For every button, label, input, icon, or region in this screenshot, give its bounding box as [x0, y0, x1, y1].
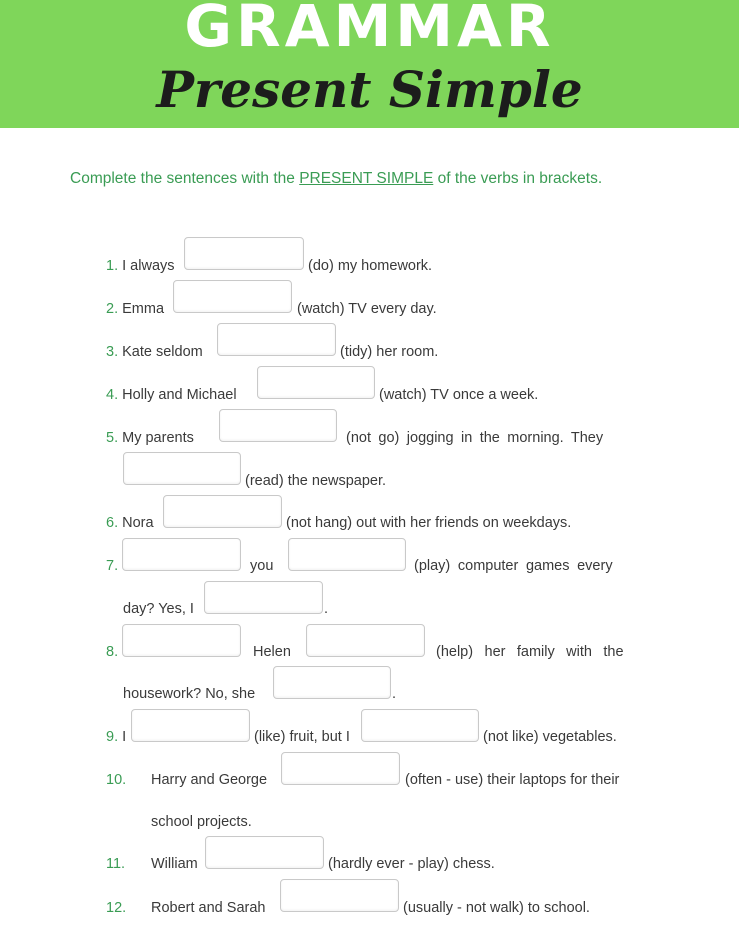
- sentence-12-number: [106, 898, 126, 918]
- sentence-text: I always: [122, 258, 175, 274]
- answer-box-7c[interactable]: [204, 581, 323, 614]
- answer-box-2[interactable]: [173, 280, 292, 313]
- answer-box-8a[interactable]: [122, 624, 241, 657]
- worksheet-subtitle: Present Simple: [156, 60, 583, 119]
- sentence-text: Emma: [122, 301, 165, 317]
- sentence-text: (not like) vegetables.: [483, 729, 617, 745]
- sentence-text: (do) my homework.: [308, 258, 433, 274]
- sentence-text: Robert and Sarah: [151, 900, 266, 916]
- answer-box-11[interactable]: [205, 836, 324, 869]
- sentence-number: 4.: [106, 387, 119, 403]
- sentence-text: housework? No, she: [123, 686, 256, 702]
- sentence-number: 2.: [106, 301, 119, 317]
- sentence-number: 1.: [106, 258, 119, 274]
- answer-box-7a[interactable]: [122, 538, 241, 571]
- answer-box-12[interactable]: [280, 879, 399, 912]
- sentence-text: (not hang) out with her friends on weekdays.: [286, 515, 572, 531]
- answer-box-10[interactable]: [281, 752, 400, 785]
- sentence-text: (help) her family with the: [436, 644, 624, 660]
- sentence-number: 12.: [106, 900, 127, 916]
- worksheet-title: GRAMMAR: [184, 0, 555, 60]
- sentence-10-number: [106, 770, 126, 790]
- sentence-text: (usually - not walk) to school.: [403, 900, 590, 916]
- answer-box-9a[interactable]: [131, 709, 250, 742]
- sentence-text: (often - use) their laptops for their: [405, 772, 620, 788]
- sentence-text: Holly and Michael: [122, 387, 237, 403]
- sentence-text: day? Yes, I: [123, 601, 194, 617]
- instructions-emphasis: PRESENT SIMPLE: [299, 170, 434, 187]
- sentence-9-start: [106, 727, 126, 747]
- sentence-2-start: [106, 299, 164, 319]
- answer-box-9b[interactable]: [361, 709, 479, 742]
- sentence-number: 3.: [106, 344, 119, 360]
- answer-box-7b[interactable]: [288, 538, 406, 571]
- sentence-text: (read) the newspaper.: [245, 473, 387, 489]
- sentence-text: Nora: [122, 515, 154, 531]
- sentence-text: you: [250, 558, 274, 574]
- sentence-number: 7.: [106, 558, 119, 574]
- sentence-text: William: [151, 856, 198, 872]
- sentence-text: (tidy) her room.: [340, 344, 439, 360]
- answer-box-4[interactable]: [257, 366, 375, 399]
- sentence-number: 6.: [106, 515, 119, 531]
- sentence-11-number: [106, 854, 125, 874]
- answer-box-8c[interactable]: [273, 666, 391, 699]
- sentence-text: My parents: [122, 430, 194, 446]
- sentence-number: 9.: [106, 729, 119, 745]
- answer-box-1[interactable]: [184, 237, 304, 270]
- sentence-1-start: [106, 256, 175, 276]
- sentence-text: Harry and George: [151, 772, 268, 788]
- sentence-5-start: [106, 428, 194, 448]
- sentence-6-start: [106, 513, 154, 533]
- sentence-text: I: [122, 729, 127, 745]
- sentence-text: (hardly ever - play) chess.: [328, 856, 495, 872]
- sentence-number: 10.: [106, 772, 127, 788]
- sentence-3-start: [106, 342, 203, 362]
- sentence-number: 8.: [106, 644, 119, 660]
- sentence-8-number: [106, 642, 118, 662]
- sentence-text: Kate seldom: [122, 344, 203, 360]
- answer-box-5b[interactable]: [123, 452, 241, 485]
- answer-box-8b[interactable]: [306, 624, 425, 657]
- sentence-end: .: [324, 601, 329, 617]
- sentence-text: (play) computer games every: [414, 558, 613, 574]
- instructions: [70, 160, 643, 198]
- instructions-text-end: of the verbs in brackets.: [433, 170, 603, 187]
- sentence-text: (watch) TV every day.: [297, 301, 437, 317]
- sentence-4-start: [106, 385, 237, 405]
- sentence-end: .: [392, 686, 397, 702]
- sentence-7-number: [106, 556, 118, 576]
- header-banner: [0, 0, 739, 128]
- sentence-text: (not go) jogging in the morning. They: [346, 430, 604, 446]
- sentence-number: 5.: [106, 430, 119, 446]
- answer-box-3[interactable]: [217, 323, 336, 356]
- sentence-text: (watch) TV once a week.: [379, 387, 539, 403]
- sentence-text: Helen: [253, 644, 291, 660]
- answer-box-6[interactable]: [163, 495, 282, 528]
- instructions-text: Complete the sentences with the: [70, 170, 300, 187]
- sentence-number: 11.: [106, 856, 126, 872]
- answer-box-5a[interactable]: [219, 409, 337, 442]
- sentence-text: (like) fruit, but I: [254, 729, 350, 745]
- sentence-text: school projects.: [151, 814, 252, 830]
